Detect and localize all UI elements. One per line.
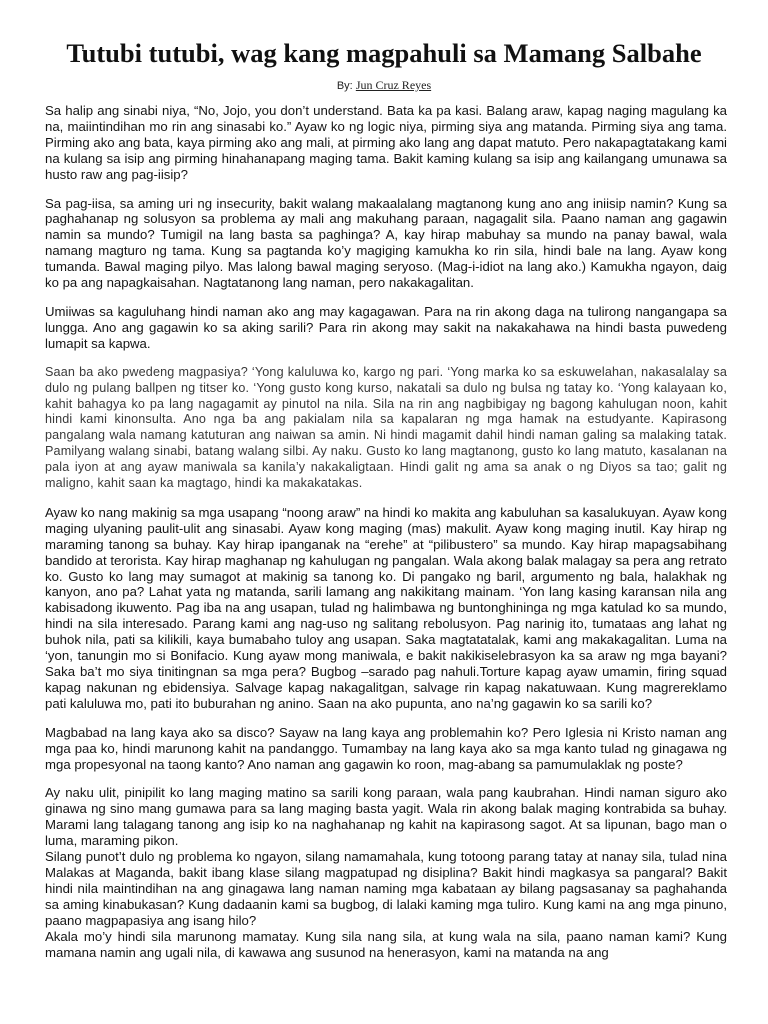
- author-name: Jun Cruz Reyes: [355, 78, 432, 92]
- paragraph: Sa halip ang sinabi niya, “No, Jojo, you don’t understand. Bata ka pa kasi. Balang araw, kapag naging magulang ka na, maiintindihan mo rin ang sinasabi ko.” Ayaw ko ng logic niya, pirming siya ang matanda. Pirming siya ang tama. Pirming ako ang bata, kaya pirming ako ang mali, at pirming ako lang ang dapat matuto. Pero nakapagtatakang kami na kulang sa isip ang pirming hinahanapang maging tama. Bakit kaming kulang sa isip ang kailangang umunawa sa husto raw ang pag-iisip?: [45, 103, 727, 182]
- document-title: Tutubi tutubi, wag kang magpahuli sa Mamang Salbahe: [66, 38, 702, 68]
- byline: [0, 78, 768, 93]
- paragraph: Ayaw ko nang makinig sa mga usapang “noong araw” na hindi ko makita ang kabuluhan sa kasalukuyan. Ayaw kong maging ulyaning paulit-ulit ang sinasabi. Ayaw kong maging (mas) makulit. Ayaw kong maging inutil. Kay hirap ng maraming tanong sa buhay. Kay hirap ipanganak na “erehe” at “pilibustero” sa mundo. Kay hirap mapagsabihang bandido at terorista. Kay hirap maghanap ng kahulugan ng pangalan. Wala akong balak malagay sa pera ang retrato ko. Gusto ko lang may sumagot at makinig sa tanong ko. Di pangako ng baril, argumento ng bala, halakhak ng kanyon, ano pa? Lahat yata ng matanda, sarili lamang ang nakikitang mainam. ‘Yon lang kasing karansan nila ang kabisadong ikuwento. Pag iba na ang usapan, tulad ng halimbawa ng buntonghininga ng mga katulad ko sa mundo, hindi na sila interesado. Parang kami ang nag-uso ng salitang rebolusyon. Pag narinig ito, tumataas ang lahat ng buhok nila, pati sa kilikili, kaya bumabaho tuloy ang usapan. Saka magtatatalak, kami ang makakagalitan. Luma na ‘yon, tanungin mo si Bonifacio. Kung ayaw mong maniwala, e bakit nakikiselebrasyon ka sa araw ng mga bayani? Saka ba’t mo siya tinitingnan sa mga pera? Bugbog –sarado pag nahuli.Torture kapag ayaw umamin, firing squad kapag nakunan ng ebidensiya. Salvage kapag nakagalitgan, salvage rin kapag nakatuwaan. Kung magrereklamo pati kaluluwa mo, pati ito buburahan ng anino. Saan na ako pupunta, ano na’ng gagawin ko sa sarili ko?: [45, 504, 727, 711]
- paragraph: Sa pag-iisa, sa aming uri ng insecurity, bakit walang makaalalang magtanong kung ano ang iniisip namin? Kung sa paghahanap ng solusyon sa problema ay mali ang makuhang paraan, nagagalit sila. Paano naman ang gagawin namin sa mundo? Tumigil na lang basta sa paghinga? A, kay hirap mabuhay sa mundo na panay bawal, wala namang magturo ng tama. Kung sa pagtanda ko’y magiging kamukha ko rin sila, hindi bale na lang. Ayaw kong tumanda. Bawal maging pilyo. Mas lalong bawal maging seryoso. (Mag-i-idiot na lang ako.) Kamukha ngayon, daig ko pa ang napagkaisahan. Nagtatanong lang naman, pero nakakagalitan.: [45, 195, 727, 291]
- paragraph: Umiiwas sa kaguluhang hindi naman ako ang may kagagawan. Para na rin akong daga na tulirong nangangapa sa lungga. Ano ang gagawin ko sa aking sarili? Para rin akong may sakit na nakakahawa na hindi basta puwedeng lumapit sa kapwa.: [45, 303, 727, 351]
- paragraph: Ay naku ulit, pinipilit ko lang maging matino sa sarili kong paraan, wala pang kaubrahan. Hindi naman siguro ako ginawa ng sino mang gumawa para sa lang maging basta yagit. Wala rin akong balak maging kontrabida sa buhay. Marami lang talagang tanong ang isip ko na naghahanap ng kahit na kapirasong sagot. At sa lipunan, bago man o luma, maraming pikon.: [45, 785, 727, 849]
- paragraph: Saan ba ako pwedeng magpasiya? ‘Yong kaluluwa ko, kargo ng pari. ‘Yong marka ko sa eskuwelahan, nakasalalay sa dulo ng pulang ballpen ng titser ko. ‘Yong gusto kong kurso, nakatali sa dulo ng bulsa ng tatay ko. ‘Yong kalayaan ko, kahit bahagya ko pa lang nagagamit ay pinutol na nila. Sila na rin ang nagbibigay ng bagong kahulugan noon, kahit hindi kami kinonsulta. Ano nga ba ang pakialam nila sa kapalaran ng mga hamak na estudyante. Kapirasong pangalang wala namang katuturan ang naiwan sa amin. Ni hindi magamit dahil hindi naman galing sa malaking tatak. Pamilyang walang sinabi, batang walang silbi. Ay naku. Gusto ko lang magtanong, gusto ko lang matuto, kasalanan na pala iyon at ang ayaw maniwala sa kanila’y nakakaligtaan. Hindi galit ng ama sa anak o ng Diyos sa tao; galit ng maligno, kahit saan ka magtago, hindi ka makakatakas.: [45, 364, 727, 491]
- paragraph: Magbabad na lang kaya ako sa disco? Sayaw na lang kaya ang problemahin ko? Pero Iglesia ni Kristo naman ang mga paa ko, hindi marunong kahit na pandanggo. Tumambay na lang kaya ako sa mga kanto tulad ng ginagawa ng mga propesyonal na taong kanto? Ano naman ang gagawin ko roon, mag-abang sa pamumulaklak ng poste?: [45, 724, 727, 772]
- document-body: [45, 103, 727, 960]
- byline-prefix: By:: [336, 80, 353, 92]
- paragraph: Silang punot’t dulo ng problema ko ngayon, silang namamahala, kung totoong parang tatay at nanay sila, tulad nina Malakas at Maganda, bakit ibang klase silang magpatupad ng disiplina? Bakit hindi magkasya sa pangaral? Bakit hindi nila maintindihan na ang ginagawa lang naman naming mga kabataan ay bilang pagsasanay sa paghahanda sa aming kinabukasan? Kung dadaanin kami sa bugbog, di lalaki kaming mga tuliro. Kung kami na ang mga pinuno, paano magpapasiya ang isang hilo?: [45, 849, 727, 928]
- paragraph: Akala mo’y hindi sila marunong mamatay. Kung sila nang sila, at kung wala na sila, paano naman kami? Kung mamana namin ang ugali nila, di kawawa ang susunod na henerasyon, kami na matanda na ang: [45, 928, 727, 960]
